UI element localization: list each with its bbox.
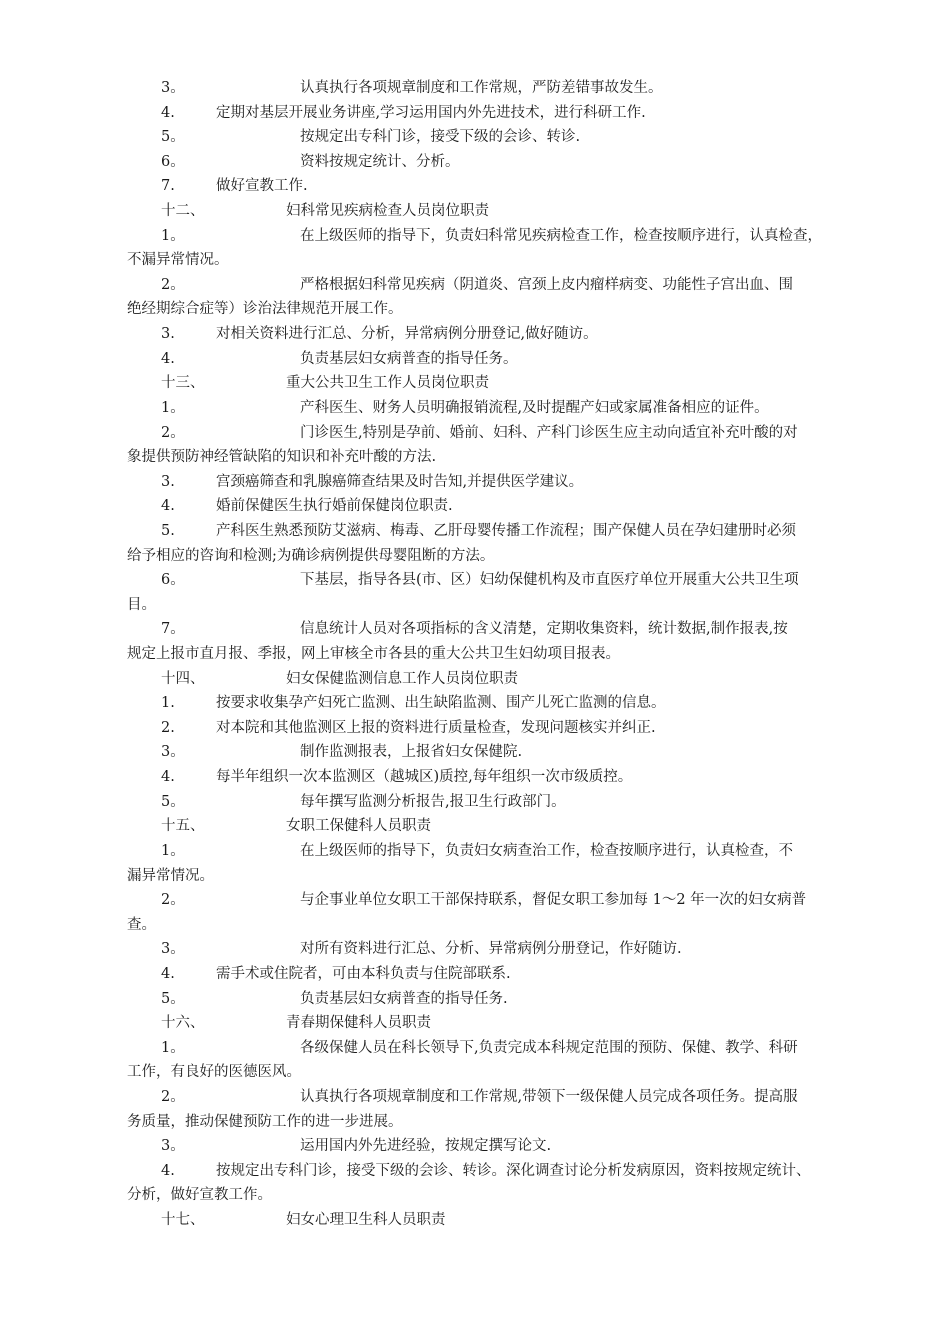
item-number: 1。 [161, 227, 185, 244]
item-number: 1。 [161, 399, 185, 416]
item-number: 3. [161, 473, 175, 490]
list-item [0, 1036, 950, 1061]
item-text: 产科医生熟悉预防艾滋病、梅毒、乙肝母婴传播工作流程；围产保健人员在孕妇建册时必须 [216, 522, 796, 539]
item-text: 需手术或住院者，可由本科负责与住院部联系. [216, 965, 511, 982]
item-number: 4. [161, 350, 175, 367]
section-title: 青春期保健科人员职责 [286, 1015, 431, 1032]
list-item [0, 322, 950, 347]
section-title: 妇科常见疾病检查人员岗位职责 [286, 203, 489, 220]
item-text: 按规定出专科门诊，接受下级的会诊、转诊。深化调查讨论分析发病原因，资料按规定统计、 [216, 1162, 811, 1179]
section-title: 妇女心理卫生科人员职责 [286, 1212, 446, 1229]
item-text: 查。 [127, 916, 156, 933]
section-title: 女职工保健科人员职责 [286, 818, 431, 835]
item-text: 各级保健人员在科长领导下,负责完成本科规定范围的预防、保健、教学、科研 [300, 1039, 798, 1056]
list-item [0, 125, 950, 150]
item-text: 对所有资料进行汇总、分析、异常病例分册登记，作好随访. [300, 941, 682, 958]
item-number: 4. [161, 498, 175, 515]
item-text: 负责基层妇女病普查的指导任务。 [300, 350, 518, 367]
section-number: 十二、 [161, 203, 205, 220]
item-number: 5。 [161, 793, 185, 810]
item-text: 不漏异常情况。 [127, 252, 229, 269]
document-body [0, 76, 950, 1233]
continuation-line [0, 544, 950, 569]
list-item [0, 494, 950, 519]
item-text: 认真执行各项规章制度和工作常规,带领下一级保健人员完成各项任务。提高服 [300, 1088, 798, 1105]
list-item [0, 273, 950, 298]
list-item [0, 1085, 950, 1110]
item-number: 3。 [161, 80, 185, 96]
item-number: 3。 [161, 744, 185, 761]
list-item [0, 150, 950, 175]
section-number: 十四、 [161, 670, 205, 687]
continuation-line [0, 864, 950, 889]
item-text: 按规定出专科门诊，接受下级的会诊、转诊. [300, 129, 581, 146]
list-item [0, 962, 950, 987]
list-item [0, 765, 950, 790]
item-number: 1. [161, 695, 175, 712]
item-number: 6。 [161, 572, 185, 589]
list-item [0, 617, 950, 642]
item-text: 按要求收集孕产妇死亡监测、出生缺陷监测、围产儿死亡监测的信息。 [216, 695, 666, 712]
item-number: 3。 [161, 941, 185, 958]
item-text: 制作监测报表，上报省妇女保健院. [300, 744, 523, 761]
section-number: 十三、 [161, 375, 205, 392]
item-number: 1。 [161, 1039, 185, 1056]
item-text: 资料按规定统计、分析。 [300, 153, 460, 170]
list-item [0, 174, 950, 199]
list-item [0, 790, 950, 815]
section-heading [0, 667, 950, 692]
item-number: 1。 [161, 842, 185, 859]
item-number: 7。 [161, 621, 185, 638]
item-text: 产科医生、财务人员明确报销流程,及时提醒产妇或家属准备相应的证件。 [300, 399, 769, 416]
item-text: 下基层，指导各县(市、区）妇幼保健机构及市直医疗单位开展重大公共卫生项 [300, 572, 799, 589]
item-text: 门诊医生,特别是孕前、婚前、妇科、产科门诊医生应主动向适宜补充叶酸的对 [300, 424, 798, 441]
item-number: 2。 [161, 424, 185, 441]
section-heading [0, 1011, 950, 1036]
item-number: 6。 [161, 153, 185, 170]
continuation-line [0, 642, 950, 667]
item-number: 4. [161, 104, 175, 121]
continuation-line [0, 1110, 950, 1135]
item-number: 5。 [161, 129, 185, 146]
item-number: 2. [161, 719, 175, 736]
item-number: 2。 [161, 1088, 185, 1105]
item-text: 婚前保健医生执行婚前保健岗位职责. [216, 498, 453, 515]
list-item [0, 347, 950, 372]
list-item [0, 519, 950, 544]
section-heading [0, 814, 950, 839]
item-text: 做好宣教工作. [216, 178, 308, 195]
item-text: 每年撰写监测分析报告,报卫生行政部门。 [300, 793, 566, 810]
list-item [0, 1134, 950, 1159]
item-text: 严格根据妇科常见疾病（阴道炎、宫颈上皮内瘤样病变、功能性子宫出血、围 [300, 276, 793, 293]
list-item [0, 716, 950, 741]
item-number: 2。 [161, 276, 185, 293]
list-item [0, 76, 950, 101]
item-text: 对相关资料进行汇总、分析，异常病例分册登记,做好随访。 [216, 326, 598, 343]
continuation-line [0, 445, 950, 470]
item-number: 5. [161, 522, 175, 539]
list-item [0, 937, 950, 962]
item-text: 宫颈癌筛查和乳腺癌筛查结果及时告知,并提供医学建议。 [216, 473, 584, 490]
item-text: 漏异常情况。 [127, 867, 214, 884]
continuation-line [0, 248, 950, 273]
continuation-line [0, 593, 950, 618]
section-title: 妇女保健监测信息工作人员岗位职责 [286, 670, 518, 687]
section-number: 十五、 [161, 818, 205, 835]
continuation-line [0, 913, 950, 938]
item-number: 4. [161, 769, 175, 786]
list-item [0, 888, 950, 913]
item-text: 与企事业单位女职工干部保持联系，督促女职工参加每 1～2 年一次的妇女病普 [300, 892, 807, 909]
item-number: 5。 [161, 990, 185, 1007]
item-text: 在上级医师的指导下，负责妇女病查治工作，检查按顺序进行，认真检查，不 [300, 842, 793, 859]
item-number: 4. [161, 965, 175, 982]
list-item [0, 470, 950, 495]
item-text: 规定上报市直月报、季报，网上审核全市各县的重大公共卫生妇幼项目报表。 [127, 646, 620, 663]
item-number: 2。 [161, 892, 185, 909]
item-text: 务质量，推动保健预防工作的进一步进展。 [127, 1113, 403, 1130]
list-item [0, 101, 950, 126]
item-number: 4. [161, 1162, 175, 1179]
item-text: 给予相应的咨询和检测;为确诊病例提供母婴阻断的方法。 [127, 547, 495, 564]
continuation-line [0, 1060, 950, 1085]
list-item [0, 839, 950, 864]
section-number: 十六、 [161, 1015, 205, 1032]
list-item [0, 987, 950, 1012]
item-text: 对本院和其他监测区上报的资料进行质量检查，发现问题核实并纠正. [216, 719, 656, 736]
list-item [0, 691, 950, 716]
item-number: 3. [161, 326, 175, 343]
list-item [0, 740, 950, 765]
continuation-line [0, 297, 950, 322]
list-item [0, 1159, 950, 1184]
item-text: 负责基层妇女病普查的指导任务. [300, 990, 508, 1007]
item-number: 3。 [161, 1138, 185, 1155]
item-text: 认真执行各项规章制度和工作常规，严防差错事故发生。 [300, 80, 663, 96]
item-text: 每半年组织一次本监测区（越城区)质控,每年组织一次市级质控。 [216, 769, 633, 786]
item-text: 信息统计人员对各项指标的含义清楚，定期收集资料，统计数据,制作报表,按 [300, 621, 788, 638]
section-title: 重大公共卫生工作人员岗位职责 [286, 375, 489, 392]
item-number: 7. [161, 178, 175, 195]
item-text: 分析，做好宣教工作。 [127, 1187, 272, 1204]
list-item [0, 421, 950, 446]
section-heading [0, 371, 950, 396]
item-text: 工作，有良好的医德医风。 [127, 1064, 301, 1081]
item-text: 目。 [127, 596, 156, 613]
item-text: 定期对基层开展业务讲座,学习运用国内外先进技术，进行科研工作. [216, 104, 646, 121]
item-text: 绝经期综合症等）诊治法律规范开展工作。 [127, 301, 403, 318]
item-text: 运用国内外先进经验，按规定撰写论文. [300, 1138, 552, 1155]
continuation-line [0, 1183, 950, 1208]
list-item [0, 224, 950, 249]
item-text: 在上级医师的指导下，负责妇科常见疾病检查工作，检查按顺序进行，认真检查， [300, 227, 822, 244]
list-item [0, 396, 950, 421]
section-heading [0, 1208, 950, 1233]
list-item [0, 568, 950, 593]
section-number: 十七、 [161, 1212, 205, 1229]
item-text: 象提供预防神经管缺陷的知识和补充叶酸的方法. [127, 449, 437, 466]
section-heading [0, 199, 950, 224]
